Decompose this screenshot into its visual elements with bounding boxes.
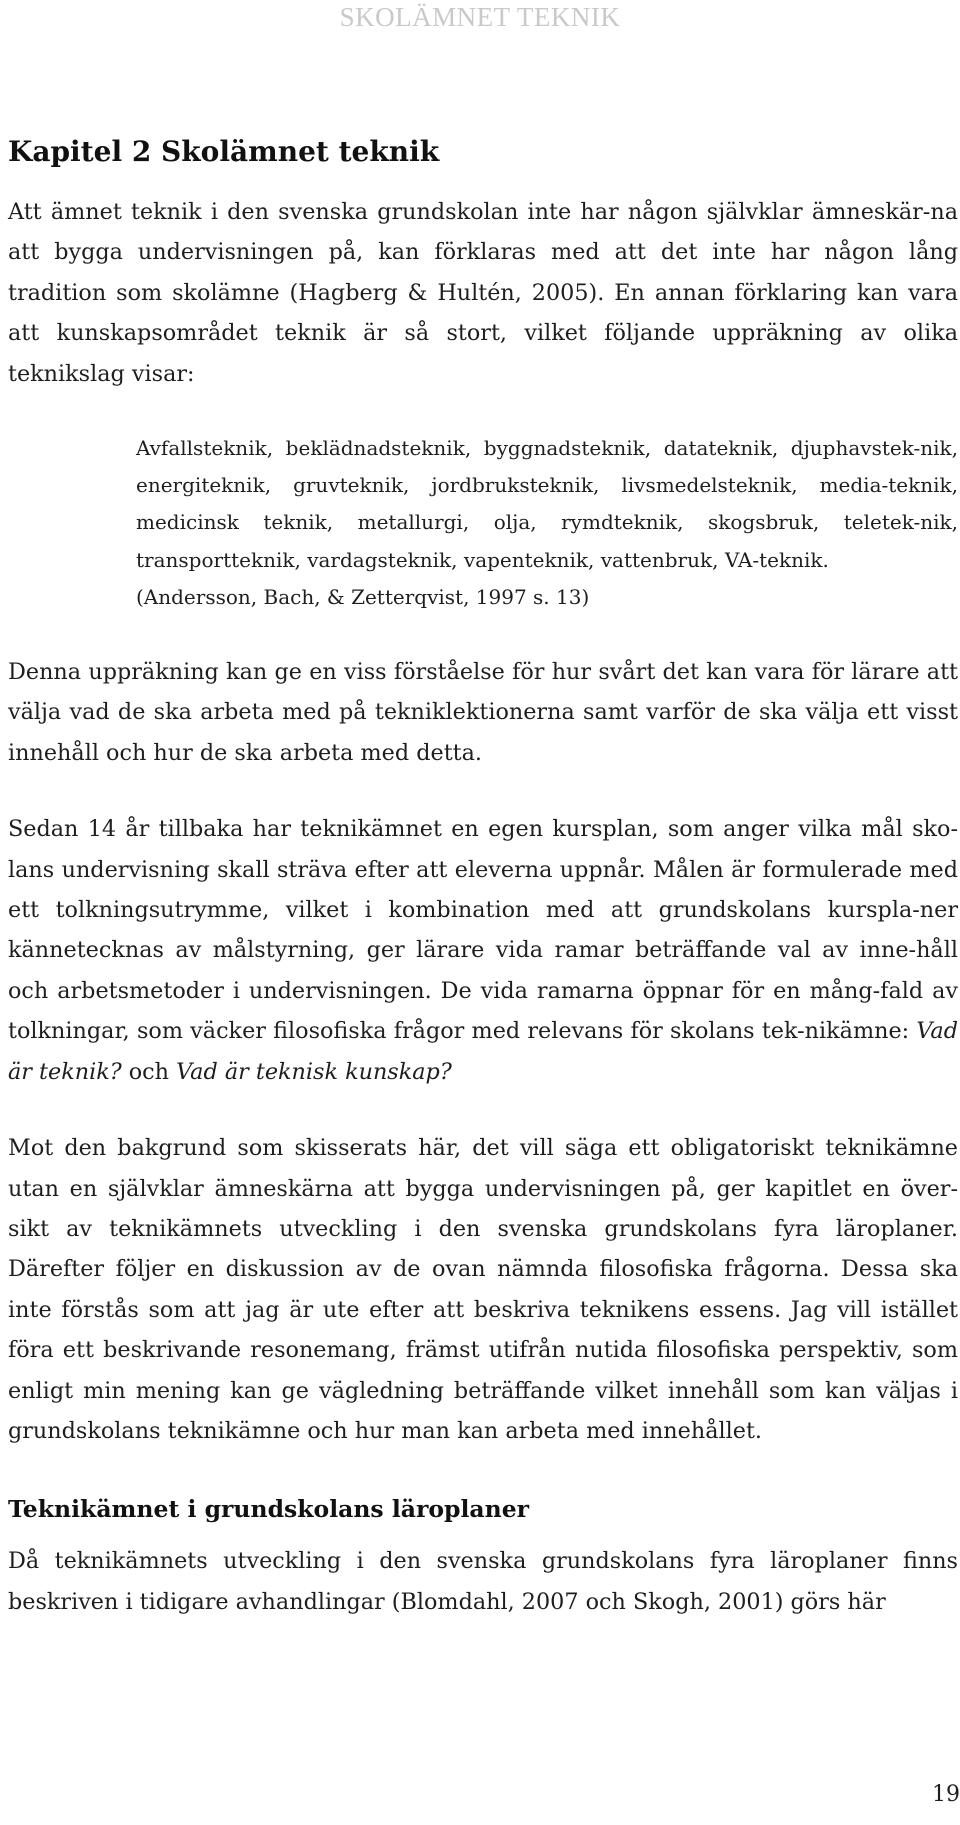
- paragraph-enumeration-comment: Denna uppräkning kan ge en viss förståelse för hur svårt det kan vara för lärare att välja vad de ska arbeta med på tekniklektionerna samt varför de ska välja ett visst innehåll och hur de ska arbeta med detta.: [8, 659, 958, 766]
- block-quote: [136, 430, 958, 616]
- question-technical-knowledge: Vad är teknisk kunskap?: [176, 1058, 452, 1085]
- running-header: SKOLÄMNET TEKNIK: [339, 2, 621, 32]
- paragraph-section-intro: Då teknikämnets utveckling i den svenska grundskolans fyra läroplaner finns beskriven i tidigare avhandlingar (Blomdahl, 2007 och Skogh, 2001) görs här: [8, 1548, 958, 1615]
- paragraph-background: Mot den bakgrund som skisserats här, det vill säga ett obligatoriskt teknikämne utan en självklar ämneskärna att bygga undervisningen på, ger kapitlet en över-sikt av teknikämnets utveckling i den svenska grundskolans fyra läroplaner. Därefter följer en diskussion av de ovan nämnda filosofiska frågorna. Dessa ska inte förstås som att jag är ute efter att beskriva teknikens essens. Jag vill istället föra ett beskrivande resonemang, främst utifrån nutida filosofiska perspektiv, som enligt min mening kan ge vägledning beträffande vilket innehåll som kan väljas i grundskolans teknikämne och hur man kan arbeta med innehållet.: [8, 1135, 958, 1444]
- section-heading: Teknikämnet i grundskolans läroplaner: [8, 1495, 530, 1524]
- paragraph-curriculum: [8, 809, 958, 1092]
- chapter-title: Kapitel 2 Skolämnet teknik: [8, 135, 440, 168]
- page-content: [8, 130, 958, 1636]
- page-number: 19: [932, 1782, 960, 1807]
- question-what-is-technology: Vad är teknik?: [8, 1018, 958, 1085]
- conjunction-och: och: [121, 1058, 177, 1085]
- quote-citation: (Andersson, Bach, & Zetterqvist, 1997 s. 13): [136, 584, 590, 609]
- paragraph-curriculum-text: Sedan 14 år tillbaka har teknikämnet en egen kursplan, som anger vilka mål sko-lans undervisning skall sträva efter att eleverna uppnår. Målen är formulerade med ett tolkningsutrymme, vilket i kombination med att grundskolans kurspla-ner kännetecknas av målstyrning, ger lärare vida ramar beträffande val av inne-håll och arbetsmetoder i undervisningen. De vida ramarna öppnar för en mång-fald av tolkningar, som väcker filosofiska frågor med relevans för skolans tek-nikämne:: [8, 816, 958, 1045]
- paragraph-intro: Att ämnet teknik i den svenska grundskolan inte har någon självklar ämneskär-na att bygga undervisningen på, kan förklaras med att det inte har någon lång tradition som skolämne (Hagberg & Hultén, 2005). En annan förklaring kan vara att kunskapsområdet teknik är så stort, vilket följande uppräkning av olika teknikslag visar:: [8, 199, 958, 387]
- quote-text: Avfallsteknik, beklädnadsteknik, byggnadsteknik, datateknik, djuphavstek-nik, energiteknik, gruvteknik, jordbruksteknik, livsmedelsteknik, media-teknik, medicinsk teknik, metallurgi, olja, rymdteknik, skogsbruk, teletek-nik, transportteknik, vardagsteknik, vapenteknik, vattenbruk, VA-teknik.: [136, 436, 958, 572]
